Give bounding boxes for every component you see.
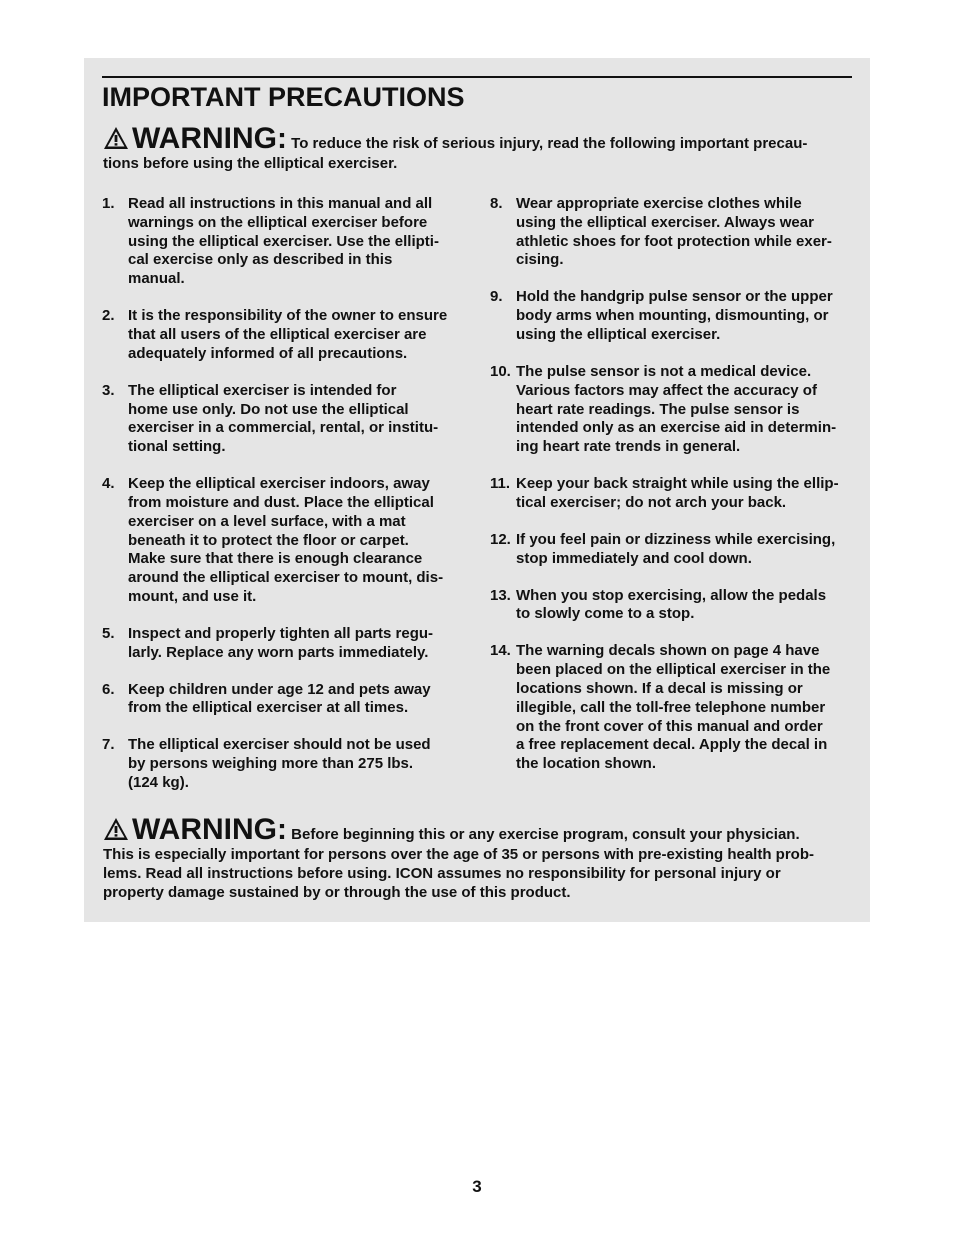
precaution-item [102, 625, 462, 663]
warning-text: Before beginning this or any exercise program, consult your physician. [291, 826, 800, 843]
item-number: 10. [490, 362, 511, 380]
precaution-item [490, 288, 850, 344]
warning-top [103, 124, 853, 173]
item-line: home use only. Do not use the elliptical [128, 400, 409, 418]
item-line: Hold the handgrip pulse sensor or the upper [516, 288, 833, 306]
item-number: 6. [102, 680, 115, 698]
item-line: the location shown. [516, 755, 657, 773]
item-line: warnings on the elliptical exerciser before [128, 213, 428, 231]
item-line: The pulse sensor is not a medical device. [516, 362, 812, 380]
title-rule [102, 76, 852, 78]
item-number: 7. [102, 736, 115, 754]
item-line: body arms when mounting, dismounting, or [516, 307, 829, 325]
warning-line: lems. Read all instructions before using. ICON assumes no responsibility for personal injury or [103, 865, 781, 882]
item-line: a free replacement decal. Apply the decal in [516, 736, 828, 754]
item-line: The elliptical exerciser should not be used [128, 736, 431, 754]
item-line: by persons weighing more than 275 lbs. [128, 755, 414, 773]
item-line: Keep children under age 12 and pets away [128, 680, 431, 698]
item-line: The elliptical exerciser is intended for [128, 381, 397, 399]
item-number: 4. [102, 475, 115, 493]
warning-label: WARNING: [132, 122, 287, 155]
warning-text: To reduce the risk of serious injury, read the following important precau- [291, 135, 808, 152]
item-number: 14. [490, 642, 511, 660]
item-line: Inspect and properly tighten all parts regu- [128, 624, 434, 642]
item-line: mount, and use it. [128, 587, 257, 605]
item-line: using the elliptical exerciser. [516, 325, 721, 343]
item-line: tional setting. [128, 438, 226, 456]
item-line: Keep the elliptical exerciser indoors, away [128, 475, 430, 493]
item-line: (124 kg). [128, 774, 189, 792]
item-number: 12. [490, 530, 511, 548]
item-line: using the elliptical exerciser. Use the ellipti- [128, 232, 439, 250]
precaution-item [102, 736, 462, 792]
item-number: 13. [490, 586, 511, 604]
item-line: heart rate readings. The pulse sensor is [516, 400, 800, 418]
item-line: been placed on the elliptical exerciser in the [516, 661, 831, 679]
item-line: ing heart rate trends in general. [516, 438, 741, 456]
precautions-list-right [490, 195, 850, 792]
item-line: illegible, call the toll-free telephone number [516, 698, 826, 716]
item-number: 9. [490, 288, 503, 306]
item-line: athletic shoes for foot protection while exer- [516, 232, 832, 250]
item-line: from moisture and dust. Place the elliptical [128, 493, 434, 511]
item-line: When you stop exercising, allow the pedals [516, 586, 827, 604]
item-line: If you feel pain or dizziness while exercising, [516, 530, 836, 548]
item-line: Make sure that there is enough clearance [128, 550, 423, 568]
precaution-item [102, 475, 462, 607]
item-line: to slowly come to a stop. [516, 605, 695, 623]
item-line: around the elliptical exerciser to mount, dis- [128, 569, 444, 587]
warning-triangle-icon [103, 817, 129, 841]
item-line: beneath it to protect the floor or carpet. [128, 531, 409, 549]
page-title: IMPORTANT PRECAUTIONS [102, 82, 465, 112]
warning-line: This is especially important for persons over the age of 35 or persons with pre-existing health prob- [103, 846, 814, 863]
item-line: manual. [128, 270, 185, 288]
item-line: on the front cover of this manual and order [516, 717, 823, 735]
item-line: Keep your back straight while using the ellip- [516, 475, 839, 493]
item-line: Read all instructions in this manual and all [128, 195, 433, 212]
precaution-item [102, 382, 462, 457]
warning-line: property damage sustained by or through the use of this product. [103, 884, 571, 901]
item-number: 3. [102, 381, 115, 399]
page-number: 3 [472, 1177, 482, 1196]
item-line: Wear appropriate exercise clothes while [516, 195, 802, 212]
item-line: exerciser on a level surface, with a mat [128, 512, 406, 530]
item-line: cal exercise only as described in this [128, 251, 393, 269]
item-line: The warning decals shown on page 4 have [516, 642, 820, 660]
item-line: using the elliptical exerciser. Always wear [516, 213, 814, 231]
precaution-item [102, 307, 462, 363]
warning-label: WARNING: [132, 813, 287, 846]
precaution-item [490, 531, 850, 569]
precaution-item [490, 363, 850, 457]
item-line: that all users of the elliptical exerciser are [128, 325, 427, 343]
item-line: Various factors may affect the accuracy of [516, 381, 817, 399]
precaution-item [490, 195, 850, 270]
precaution-item [490, 587, 850, 625]
item-line: adequately informed of all precautions. [128, 344, 408, 362]
precaution-item [490, 642, 850, 774]
warning-bottom [103, 815, 853, 902]
warning-triangle-icon [103, 126, 129, 150]
item-line: cising. [516, 251, 564, 269]
item-number: 1. [102, 195, 115, 212]
item-line: stop immediately and cool down. [516, 549, 752, 567]
item-line: from the elliptical exerciser at all times. [128, 699, 409, 717]
warning-text-cont: tions before using the elliptical exerciser. [103, 155, 398, 172]
item-number: 11. [490, 475, 511, 493]
item-number: 8. [490, 195, 503, 212]
item-number: 5. [102, 624, 115, 642]
item-line: exerciser in a commercial, rental, or institu- [128, 419, 439, 437]
precaution-item [102, 681, 462, 719]
item-number: 2. [102, 307, 115, 325]
item-line: It is the responsibility of the owner to ensure [128, 307, 448, 325]
precaution-item [490, 475, 850, 513]
precaution-item [102, 195, 462, 289]
item-line: intended only as an exercise aid in determin- [516, 419, 837, 437]
precautions-list-left [102, 195, 462, 811]
item-line: larly. Replace any worn parts immediately. [128, 643, 429, 661]
item-line: tical exerciser; do not arch your back. [516, 493, 787, 511]
item-line: locations shown. If a decal is missing or [516, 680, 803, 698]
